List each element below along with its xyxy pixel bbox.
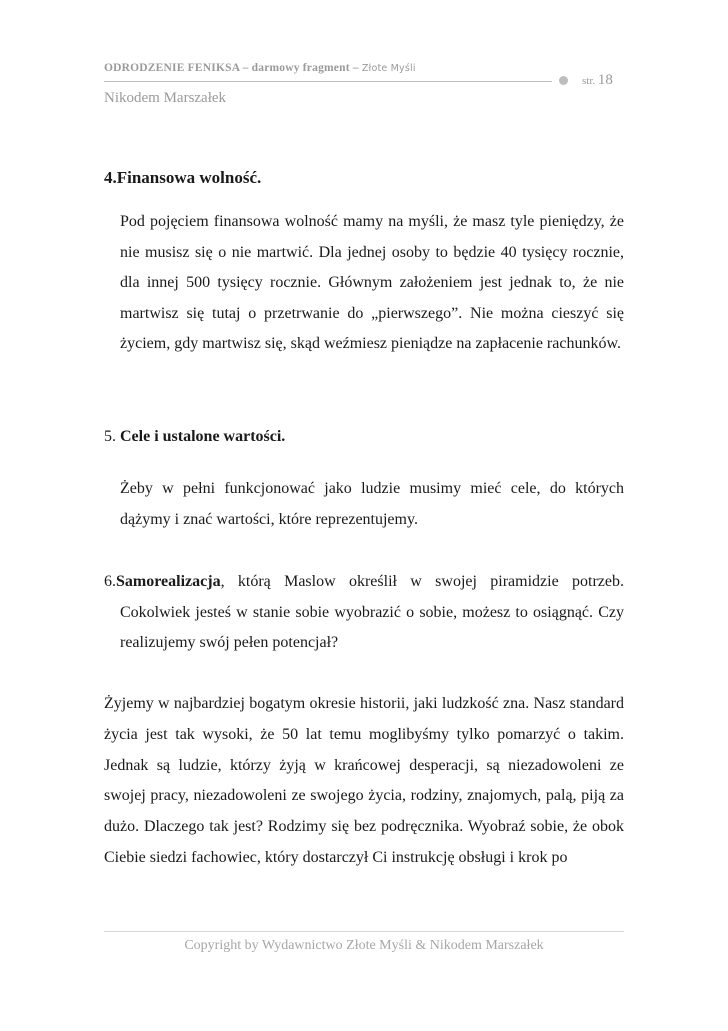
- bullet-dot-icon: [559, 76, 568, 85]
- page-header: [104, 62, 624, 106]
- section-6: [104, 567, 624, 659]
- author-name: Nikodem Marszałek: [104, 90, 227, 106]
- fragment-label: darmowy fragment: [251, 62, 350, 74]
- closing-paragraph: Żyjemy w najbardziej bogatym okresie historii, jaki ludzkość zna. Nasz standard życia jest tak wysoki, że 50 lat temu moglibyśmy tylko pomarzyć o takim. Jednak są ludzie, którzy żyją w krańcowej desperacji, są niezadowoleni ze swojej pracy, niezadowoleni ze swojego życia, rodziny, znajomych, palą, piją za dużo. Dlaczego tak jest? Rodzimy się bez podręcznika. Wyobraź sobie, że obok Ciebie siedzi fachowiec, który dostarczył Ci instrukcję obsługi i krok po: [104, 695, 624, 866]
- footer-rule: [104, 931, 624, 932]
- section-title: Cele i ustalone wartości.: [120, 428, 286, 445]
- section-5-heading: [104, 422, 624, 453]
- header-rule: [104, 81, 552, 82]
- copyright-footer: Copyright by Wydawnictwo Złote Myśli & Nikodem Marszałek: [184, 938, 544, 953]
- section-4-heading: [104, 163, 624, 194]
- page-number: [582, 72, 613, 89]
- section-number: 4.: [104, 168, 117, 187]
- section-title: Finansowa wolność.: [116, 168, 262, 187]
- section-number: 5.: [104, 428, 116, 445]
- page-number-value: 18: [597, 72, 613, 88]
- book-title: ODRODZENIE FENIKSA: [104, 62, 240, 74]
- section-number: 6.: [104, 573, 116, 590]
- header-dash: –: [349, 62, 362, 74]
- section-6-body: , którą Maslow określił w swojej piramidzie potrzeb. Cokolwiek jesteś w stanie sobie wyobrazić o sobie, możesz to osiągnąć. Czy realizujemy swój pełen potencjał?: [120, 573, 624, 651]
- section-5-body: Żeby w pełni funkcjonować jako ludzie musimy mieć cele, do których dążymy i znać wartości, które reprezentujemy.: [120, 480, 624, 528]
- header-title-line: [104, 62, 624, 74]
- section-4-body: Pod pojęciem finansowa wolność mamy na myśli, że masz tyle pieniędzy, że nie musisz się o nie martwić. Dla jednej osoby to będzie 40 tysięcy rocznie, dla innej 500 tysięcy rocznie. Głównym założeniem jest jednak to, że nie martwisz się tutaj o przetrwanie do „pierwszego”. Nie można cieszyć się życiem, gdy martwisz się, skąd weźmiesz pieniądze na zapłacenie rachunków.: [120, 213, 624, 352]
- section-title: Samorealizacja: [116, 573, 221, 590]
- publisher-name: Złote Myśli: [361, 63, 416, 74]
- header-dash: –: [239, 62, 252, 74]
- page-prefix: str.: [582, 75, 596, 87]
